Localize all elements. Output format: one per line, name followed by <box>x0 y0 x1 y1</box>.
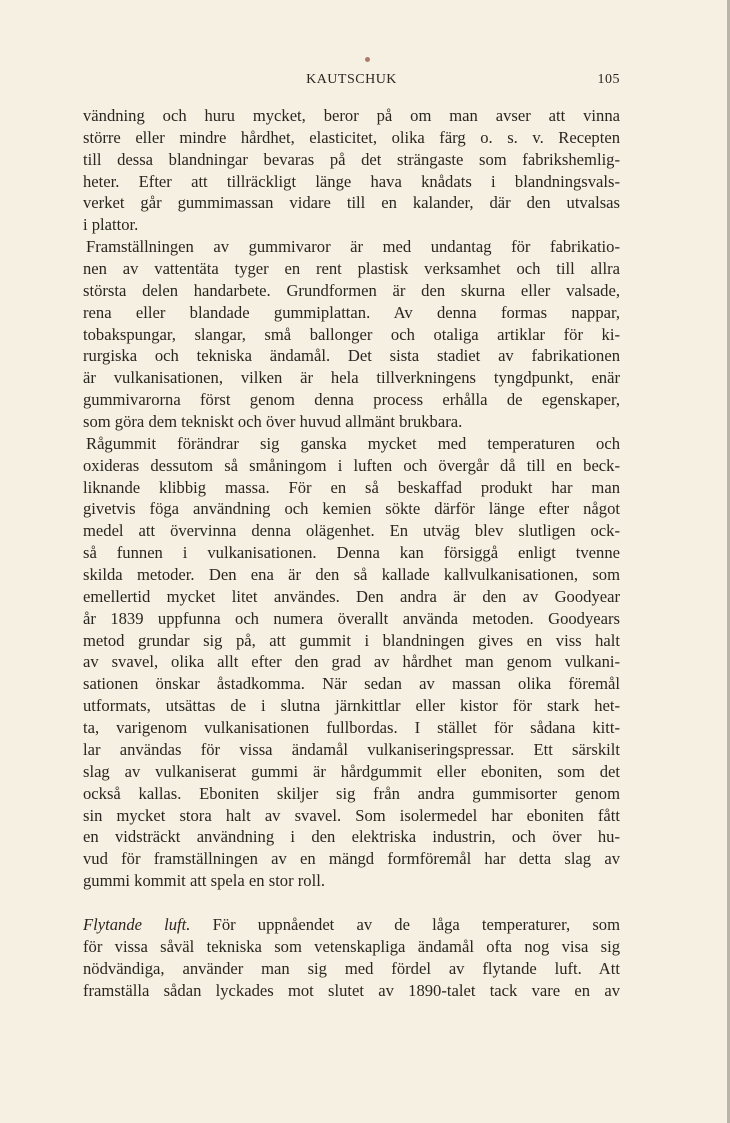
text-line: Framställningen av gummivaror är med undantag för fabrikatio- <box>86 237 620 257</box>
text-line: metod grundar sig på, att gummit i blandningen gives en viss halt <box>83 630 620 650</box>
text-line: rena eller blandade gummiplattan. Av denna formas nappar, <box>83 302 620 322</box>
text-line: slag av vulkaniserat gummi är hårdgummit eller eboniten, som det <box>83 761 620 781</box>
section-flytande-luft <box>83 914 620 1001</box>
text-line: till dessa blandningar bevaras på det strängaste som fabrikshemlig- <box>83 149 620 169</box>
text-line: gummivarorna först genom denna process erhålla de egenskaper, <box>83 390 620 410</box>
text-line: nen av vattentäta tyger en rent plastisk verksamhet och till allra <box>83 259 620 279</box>
running-header <box>83 72 620 92</box>
text-line: givetvis föga användning och kemien sökte därför länge efter något <box>83 499 620 519</box>
text-line: sationen önskar åstadkomma. När sedan av massan olika föremål <box>83 674 620 694</box>
text-line <box>83 914 620 936</box>
ink-mark <box>365 57 370 62</box>
text-span: För uppnåendet av de låga temperaturer, som <box>190 915 620 934</box>
text-line: utformats, utsättas de i slutna järnkittlar eller kistor för stark het- <box>83 696 620 716</box>
section-heading: Flytande luft. <box>83 915 191 934</box>
text-line: Rågummit förändrar sig ganska mycket med temperaturen och <box>86 433 620 453</box>
running-title: KAUTSCHUK <box>306 72 397 87</box>
body-text <box>83 105 620 892</box>
text-line: tobakspungar, slangar, små ballonger och otaliga artiklar för ki- <box>83 324 620 344</box>
text-line: en vidsträckt användning i den elektriska industrin, och över hu- <box>83 827 620 847</box>
text-line: rurgiska och tekniska ändamål. Det sista stadiet av fabrikationen <box>83 346 620 366</box>
text-line: gummi kommit att spela en stor roll. <box>83 871 325 891</box>
text-line: större eller mindre hårdhet, elasticitet, olika färg o. s. v. Recepten <box>83 127 620 147</box>
text-line: av svavel, olika allt efter den grad av hårdhet man genom vulkani- <box>83 652 620 672</box>
text-line: för vissa såväl tekniska som vetenskapliga ändamål ofta nog visa sig <box>83 936 620 956</box>
text-line: i plattor. <box>83 215 139 235</box>
text-line: verket går gummimassan vidare till en kalander, där den utvalsas <box>83 193 620 213</box>
text-line: så funnen i vulkanisationen. Denna kan försiggå enligt tvenne <box>83 543 620 563</box>
text-line: ta, varigenom vulkanisationen fullbordas. I stället för sådana kitt- <box>83 718 620 738</box>
text-line: största delen handarbete. Grundformen är den skurna eller valsade, <box>83 280 620 300</box>
text-line: emellertid mycket litet användes. Den andra är den av Goodyear <box>83 586 620 606</box>
text-line: vud för framställningen av en mängd formföremål har detta slag av <box>83 849 620 869</box>
text-line: som göra dem tekniskt och över huvud allmänt brukbara. <box>83 412 463 432</box>
page-number: 105 <box>597 72 620 87</box>
text-line: år 1839 uppfunna och numera överallt använda metoden. Goodyears <box>83 608 620 628</box>
text-line: vändning och huru mycket, beror på om man avser att vinna <box>83 106 620 125</box>
text-line: skilda metoder. Den ena är den så kallade kallvulkanisationen, som <box>83 565 620 585</box>
text-line: sin mycket stora halt av svavel. Som isolermedel har eboniten fått <box>83 805 620 825</box>
text-line: är vulkanisationen, vilken är hela tillverkningens tyngdpunkt, enär <box>83 368 620 388</box>
text-line: medel att övervinna denna olägenhet. En utväg blev slutligen ock- <box>83 521 620 541</box>
text-line: oxideras dessutom så småningom i luften och övergår då till en beck- <box>83 455 620 475</box>
text-line: också kallas. Eboniten skiljer sig från andra gummisorter genom <box>83 783 620 803</box>
text-line: liknande klibbig massa. För en så beskaffad produkt har man <box>83 477 620 497</box>
text-line: heter. Efter att tillräckligt länge hava knådats i blandningsvals- <box>83 171 620 191</box>
text-line: nödvändiga, använder man sig med fördel av flytande luft. Att <box>83 958 620 978</box>
text-line: lar användas för vissa ändamål vulkaniseringspressar. Ett särskilt <box>83 739 620 759</box>
text-line: framställa sådan lyckades mot slutet av 1890-talet tack vare en av <box>83 980 620 1000</box>
